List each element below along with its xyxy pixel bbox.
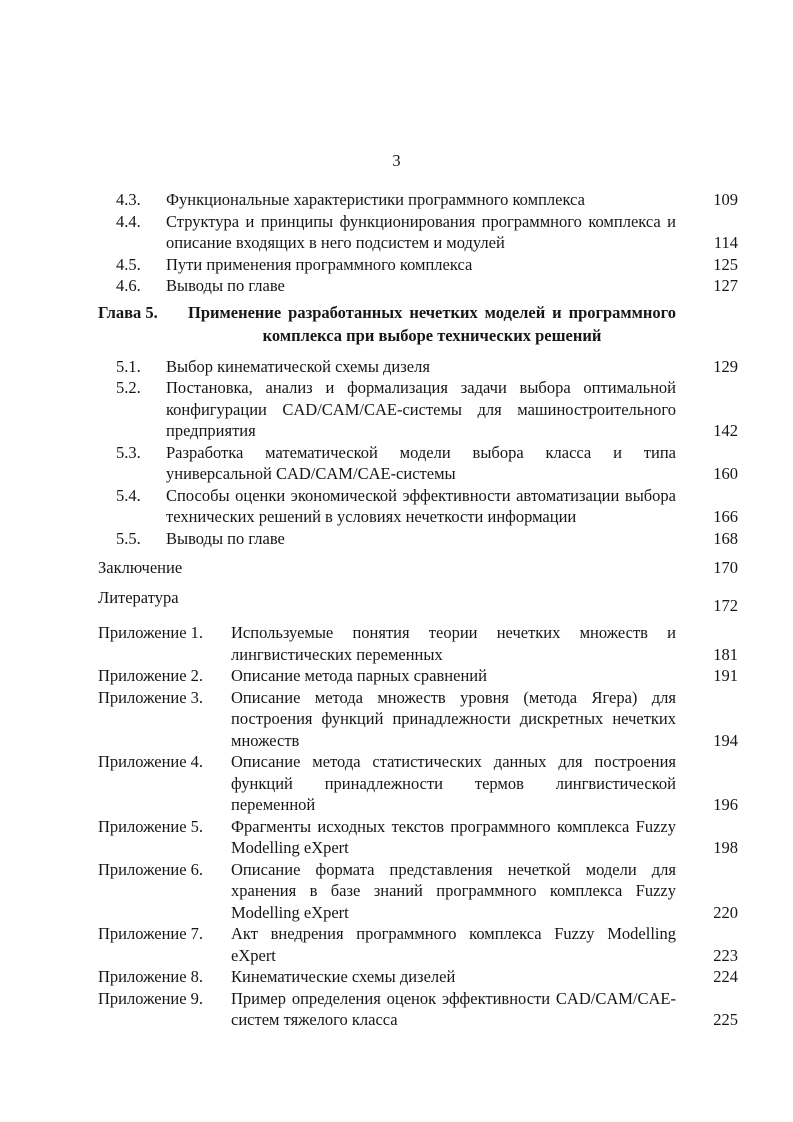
section-title: Постановка, анализ и формализация задачи выбора оптимальной конфигурации CAD/CAM/CAE-системы для машиностроительного предприятия xyxy=(166,378,676,440)
section-title: Выводы по главе xyxy=(166,528,285,548)
page-ref: 170 xyxy=(713,558,738,577)
appendix-title: Описание метода парных сравнений xyxy=(231,666,487,685)
toc-entry-appendix-8 xyxy=(98,966,738,988)
section-title: Пути применения программного комплекса xyxy=(166,254,473,274)
page-ref: 129 xyxy=(713,356,738,376)
page-ref: 194 xyxy=(713,730,738,750)
appendix-title: Пример определения оценок эффективности CAD/CAM/CAE-систем тяжелого класса xyxy=(231,988,676,1029)
page-ref: 198 xyxy=(713,838,738,857)
appendix-label: Приложение 3. xyxy=(98,687,204,707)
section-number: 5.5. xyxy=(116,528,141,548)
page-ref: 220 xyxy=(713,902,738,922)
toc-entry-appendix-7 xyxy=(98,923,738,966)
table-of-contents xyxy=(98,189,738,1031)
toc-entry-appendix-4 xyxy=(98,751,738,816)
section-title: Функциональные характеристики программного комплекса xyxy=(166,190,585,209)
toc-entry-4-5 xyxy=(116,254,738,276)
appendix-label: Приложение 8. xyxy=(98,967,204,986)
appendix-title: Акт внедрения программного комплекса Fuzzy Modelling eXpert xyxy=(231,924,676,965)
page-ref: 109 xyxy=(713,190,738,209)
page-ref: 168 xyxy=(713,528,738,548)
page-ref: 172 xyxy=(713,595,738,615)
page-ref: 191 xyxy=(713,666,738,685)
toc-entry-5-2 xyxy=(116,377,738,442)
section-number: 5.1. xyxy=(116,356,141,376)
appendix-label: Приложение 4. xyxy=(98,752,204,771)
page-number: 3 xyxy=(392,151,401,170)
chapter-title: Применение разработанных нечетких моделей и программного комплекса при выборе технических решений xyxy=(188,302,676,345)
section-number: 4.4. xyxy=(116,211,141,231)
section-number: 5.3. xyxy=(116,442,141,462)
toc-entry-4-3 xyxy=(116,189,738,211)
section-title: Выбор кинематической схемы дизеля xyxy=(166,356,430,376)
section-number: 4.5. xyxy=(116,254,141,274)
page-ref: 160 xyxy=(713,464,738,483)
toc-entry-appendix-5 xyxy=(98,816,738,859)
page-ref: 114 xyxy=(713,233,738,252)
toc-entry-4-6 xyxy=(116,275,738,297)
appendix-label: Приложение 5. xyxy=(98,816,204,836)
section-number: 4.3. xyxy=(116,190,141,209)
page-ref: 181 xyxy=(713,644,738,664)
page-ref: 225 xyxy=(713,1010,738,1029)
toc-entry-4-4 xyxy=(116,211,738,254)
entry-title: Литература xyxy=(98,587,179,607)
appendix-title: Описание формата представления нечеткой модели для хранения в базе знаний программного комплекса Fuzzy Modelling eXpert xyxy=(231,859,676,922)
appendix-label: Приложение 6. xyxy=(98,859,204,879)
toc-entry-appendix-3 xyxy=(98,687,738,752)
toc-entry-literature xyxy=(98,587,738,617)
page-ref: 196 xyxy=(713,795,738,814)
chapter-5-heading xyxy=(98,301,738,347)
appendix-title: Кинематические схемы дизелей xyxy=(231,967,456,986)
entry-title: Заключение xyxy=(98,558,183,577)
page-ref: 142 xyxy=(713,421,738,440)
toc-entry-5-4 xyxy=(116,485,738,528)
page-ref: 125 xyxy=(713,254,738,274)
page-ref: 127 xyxy=(713,276,738,295)
appendix-title: Фрагменты исходных текстов программного комплекса Fuzzy Modelling eXpert xyxy=(231,816,676,857)
section-title: Выводы по главе xyxy=(166,276,285,295)
appendix-title: Используемые понятия теории нечетких множеств и лингвистических переменных xyxy=(231,623,676,664)
toc-entry-appendix-2 xyxy=(98,665,738,687)
chapter-label: Глава 5. xyxy=(98,302,158,322)
toc-entry-5-5 xyxy=(116,528,738,550)
appendix-label: Приложение 2. xyxy=(98,666,204,685)
section-number: 4.6. xyxy=(116,276,141,295)
section-title: Разработка математической модели выбора класса и типа универсальной CAD/CAM/CAE-системы xyxy=(166,442,676,483)
appendix-label: Приложение 1. xyxy=(98,623,204,642)
appendix-label: Приложение 9. xyxy=(98,988,204,1008)
appendix-title: Описание метода статистических данных для построения функций принадлежности термов лингвистической переменной xyxy=(231,752,676,814)
appendix-title: Описание метода множеств уровня (метода Ягера) для построения функций принадлежности дискретных нечетких множеств xyxy=(231,687,676,750)
page-ref: 166 xyxy=(713,507,738,526)
appendix-label: Приложение 7. xyxy=(98,924,204,943)
page-ref: 223 xyxy=(713,945,738,965)
section-number: 5.2. xyxy=(116,378,141,397)
toc-entry-appendix-6 xyxy=(98,859,738,924)
section-number: 5.4. xyxy=(116,485,141,505)
toc-entry-5-1 xyxy=(116,356,738,378)
toc-entry-conclusion xyxy=(98,557,738,579)
toc-entry-appendix-9 xyxy=(98,988,738,1031)
toc-entry-appendix-1 xyxy=(98,622,738,665)
toc-entry-5-3 xyxy=(116,442,738,485)
section-title: Структура и принципы функционирования программного комплекса и описание входящих в него подсистем и модулей xyxy=(166,211,676,252)
page-ref: 224 xyxy=(713,967,738,986)
section-title: Способы оценки экономической эффективности автоматизации выбора технических решений в условиях нечеткости информации xyxy=(166,485,676,526)
